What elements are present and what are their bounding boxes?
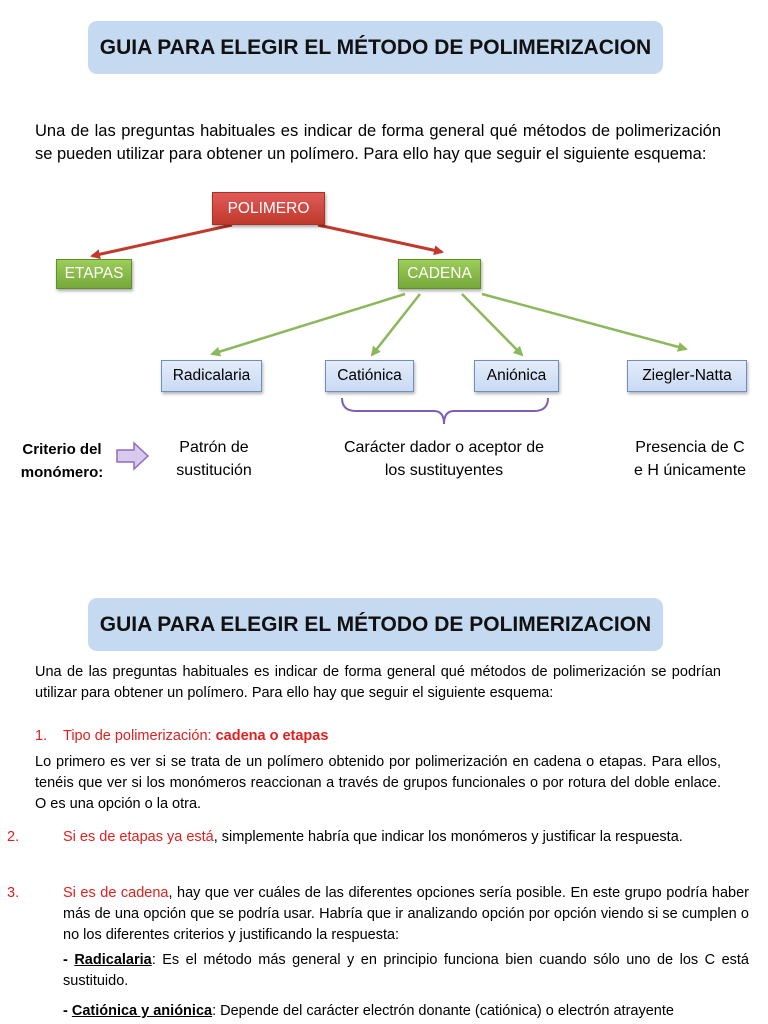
sub-item-radicalaria-dash: - bbox=[63, 952, 75, 968]
sub-item-cationica-text: : Depende del carácter electrón donante (catiónica) o electrón atrayente bbox=[212, 1003, 674, 1019]
item-1-bold: cadena o etapas bbox=[215, 728, 329, 744]
criterio-ziegler-line-1: Presencia de C bbox=[635, 439, 745, 456]
criterio-radicalaria-line-2: sustitución bbox=[176, 462, 252, 479]
item-1-label: Tipo de polimerización: bbox=[63, 728, 216, 744]
criterio-line-1: Criterio del bbox=[22, 441, 102, 458]
node-etapas: ETAPAS bbox=[56, 259, 132, 289]
intro-paragraph-2: Una de las preguntas habituales es indicar de forma general qué métodos de polimerización se podrían utilizar para obtener un polímero. Para ello hay que seguir el siguiente esquema: bbox=[35, 664, 721, 701]
node-cadena: CADENA bbox=[398, 259, 481, 289]
curly-brace bbox=[342, 398, 548, 424]
item-3 bbox=[7, 883, 749, 946]
criterio-ionica-line-2: los sustituyentes bbox=[384, 462, 504, 479]
page-title: GUIA PARA ELEGIR EL MÉTODO DE POLIMERIZACION bbox=[88, 21, 663, 74]
criterio-ziegler-line-2: e H únicamente bbox=[633, 462, 747, 479]
node-polimero: POLIMERO bbox=[212, 192, 325, 225]
arrow-polimero-cadena bbox=[318, 225, 442, 252]
sub-item-cationica bbox=[35, 1001, 749, 1022]
item-1-heading bbox=[35, 726, 721, 747]
block-arrow-icon bbox=[117, 443, 148, 469]
item-2-number: 2. bbox=[7, 829, 20, 845]
item-3-red: Si es de cadena bbox=[63, 885, 169, 901]
sub-item-radicalaria-label: Radicalaria bbox=[74, 952, 152, 968]
arrow-cadena-radicalaria bbox=[212, 294, 405, 354]
item-1-text: Lo primero es ver si se trata de un polímero obtenido por polimerización en cadena o etapas. Para ellos, tenéis que ver si los monómeros reaccionan a través de grupos funcionales o por rotura del doble enlace. O es una opción o la otra. bbox=[35, 754, 721, 812]
item-1-number: 1. bbox=[35, 728, 48, 744]
arrow-polimero-etapas bbox=[92, 225, 232, 256]
node-ziegler-natta: Ziegler-Natta bbox=[627, 360, 747, 392]
criterio-label bbox=[14, 438, 110, 484]
item-2 bbox=[7, 827, 749, 848]
criterio-line-2: monómero: bbox=[20, 464, 104, 481]
sub-item-radicalaria bbox=[35, 950, 749, 992]
item-3-rest: , hay que ver cuáles de las diferentes opciones sería posible. En este grupo podría haber más de una opción que se podría usar. Habría que ir analizando opción por opción viendo si se cumplen o no los diferentes criterios y justificando la respuesta: bbox=[63, 885, 749, 943]
criterio-ionica-line-1: Carácter dador o aceptor de bbox=[343, 439, 545, 456]
criterio-ionica bbox=[318, 436, 570, 482]
sub-item-cationica-label: Catiónica y aniónica bbox=[71, 1003, 213, 1019]
criterio-radicalaria-line-1: Patrón de bbox=[179, 439, 249, 456]
item-3-number: 3. bbox=[7, 885, 20, 901]
node-anionica: Aniónica bbox=[474, 360, 559, 392]
intro-paragraph: Una de las preguntas habituales es indicar de forma general qué métodos de polimerización se pueden utilizar para obtener un polímero. Para ello hay que seguir el siguiente esquema: bbox=[35, 122, 721, 163]
criterio-radicalaria bbox=[150, 436, 278, 482]
item-2-rest: , simplemente habría que indicar los monómeros y justificar la respuesta. bbox=[213, 829, 683, 845]
item-2-red: Si es de etapas ya está bbox=[63, 829, 214, 845]
node-cationica: Catiónica bbox=[325, 360, 414, 392]
sub-item-radicalaria-text: : Es el método más general y en principio funciona bien cuando sólo uno de los C está sustituido. bbox=[63, 952, 749, 989]
arrow-cadena-ziegler bbox=[482, 294, 686, 349]
page-title-2: GUIA PARA ELEGIR EL MÉTODO DE POLIMERIZACION bbox=[88, 598, 663, 651]
criterio-ziegler bbox=[620, 436, 760, 482]
node-radicalaria: Radicalaria bbox=[161, 360, 262, 392]
sub-item-cationica-dash: - bbox=[63, 1003, 72, 1019]
